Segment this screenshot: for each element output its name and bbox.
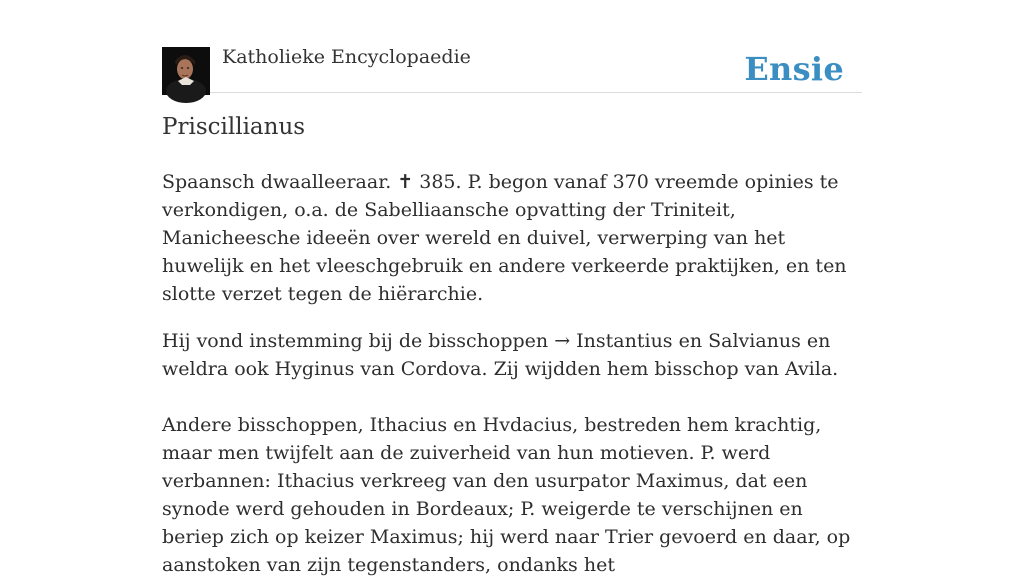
paragraph: Hij vond instemming bij de bisschoppen → Instantius en Salvianus en weldra ook Hyginus van Cordova. Zij wijdden hem bisschop van Avila. bbox=[162, 330, 839, 380]
article-body bbox=[162, 168, 862, 579]
site-header bbox=[162, 44, 862, 93]
portrait-avatar[interactable] bbox=[162, 47, 210, 95]
brand-logo[interactable]: Ensie bbox=[744, 50, 844, 88]
source-name[interactable]: Katholieke Encyclopaedie bbox=[222, 46, 471, 68]
paragraph: Andere bisschoppen, Ithacius en Hvdacius, bestreden hem krachtig, maar men twijfelt aan de zuiverheid van hun motieven. P. werd verbannen: Ithacius verkreeg van den usurpator Maximus, dat een synode werd gehouden in Bordeaux; P. weigerde te verschijnen en beriep zich op keizer Maximus; hij werd naar Trier gevoerd en daar, op aanstoken van zijn tegenstanders, ondanks het bbox=[162, 414, 851, 576]
portrait-icon bbox=[162, 47, 210, 95]
article-title: Priscillianus bbox=[162, 114, 306, 140]
paragraph: Spaansch dwaalleeraar. ✝ 385. P. begon vanaf 370 vreemde opinies te verkondigen, o.a. de Sabelliaansche opvatting der Triniteit, Manicheesche ideeën over wereld en duivel, verwerping van het huwelijk en het vleeschgebruik en andere verkeerde praktijken, en ten slotte verzet tegen de hiërarchie. bbox=[162, 171, 847, 305]
